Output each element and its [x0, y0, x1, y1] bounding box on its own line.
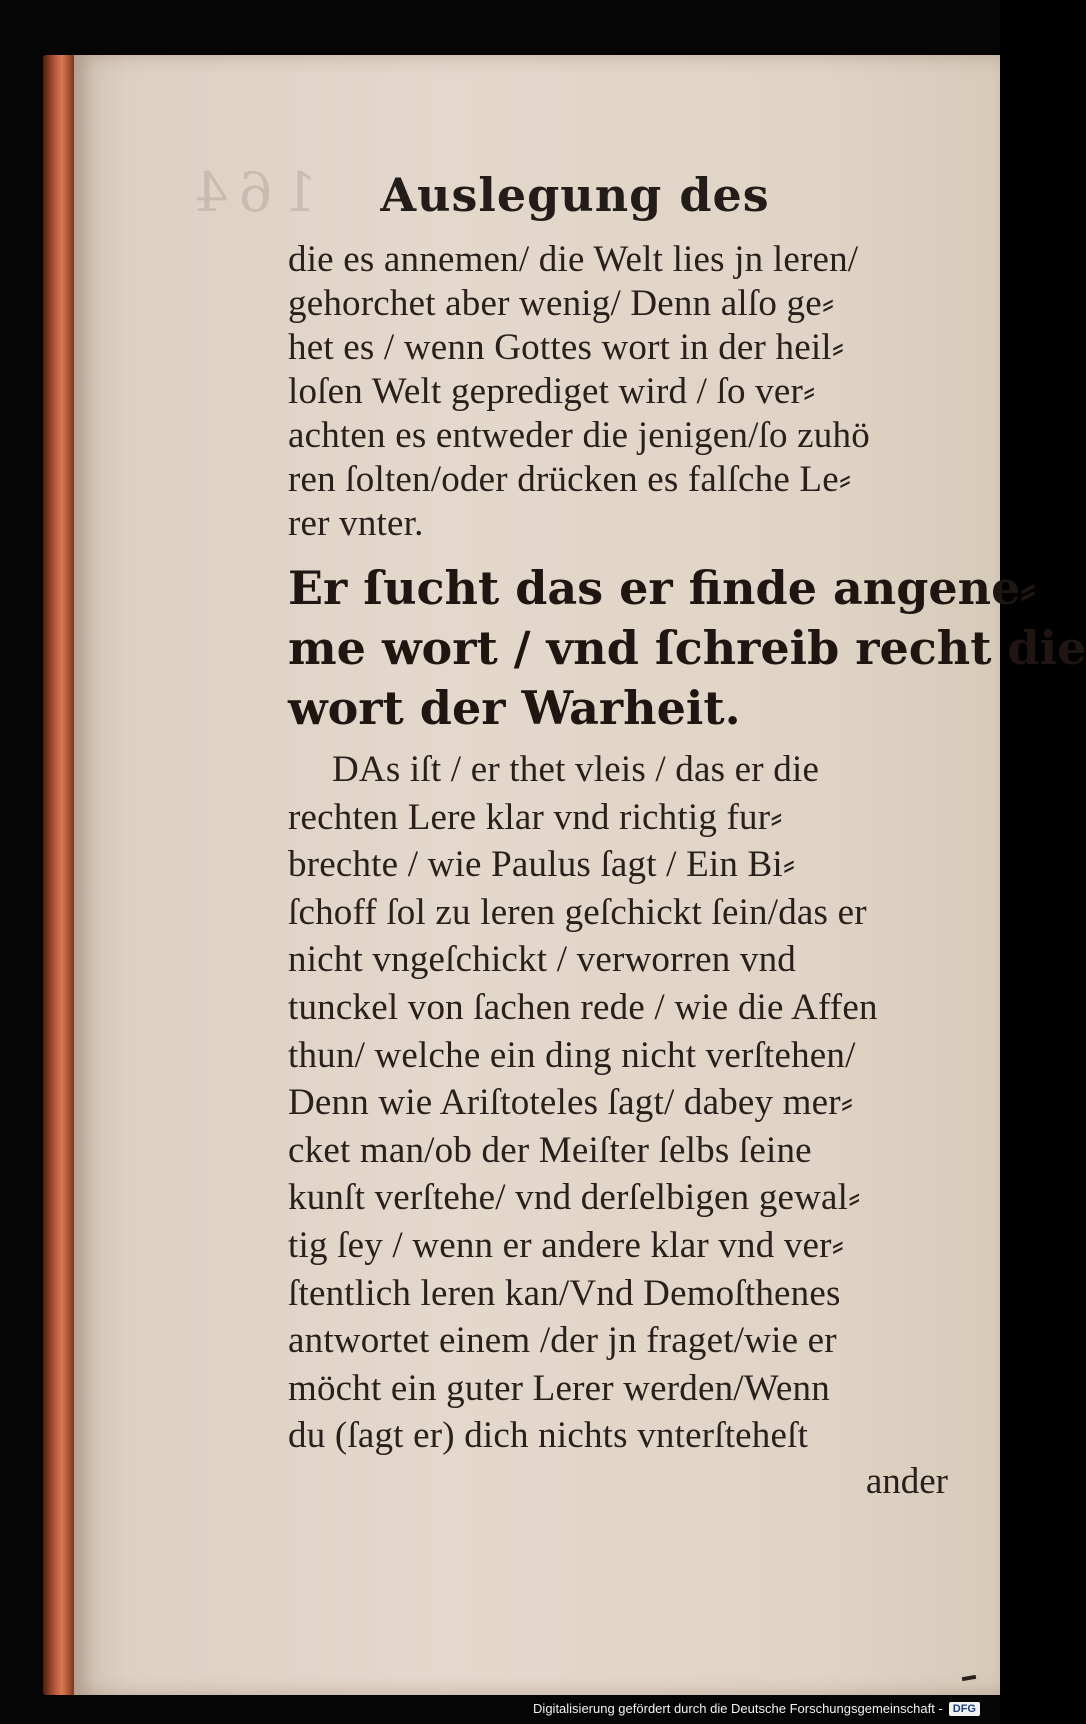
- section-heading: [288, 558, 1086, 738]
- catchword: ander: [865, 1460, 948, 1502]
- text-line: ſtentlich leren kan/Vnd Demoſthenes: [288, 1272, 841, 1314]
- text-line: antwortet einem /der jn fraget/wie er: [288, 1320, 837, 1362]
- text-line: ren ſolten/oder drücken es falſche Le⸗: [288, 459, 852, 500]
- text-line: kunſt verſtehe/ vnd derſelbigen gewal⸗: [288, 1177, 861, 1219]
- heading-line: me wort / vnd ſchreib recht die: [288, 621, 1086, 675]
- text-line: thun/ welche ein ding nicht verſtehen/: [288, 1034, 856, 1076]
- text-line: tig ſey / wenn er andere klar vnd ver⸗: [288, 1224, 845, 1266]
- footer-credit: Digitalisierung gefördert durch die Deutsche Forschungsgemeinschaft -: [533, 1701, 943, 1716]
- text-line: möcht ein guter Lerer werden/Wenn: [288, 1367, 830, 1409]
- bleed-through-marks: 164: [184, 161, 318, 224]
- text-line: het es / wenn Gottes wort in der heil⸗: [288, 327, 845, 368]
- text-line: loſen Welt geprediget wird / ſo ver⸗: [288, 371, 816, 412]
- text-line: gehorchet aber wenig/ Denn alſo ge⸗: [288, 283, 835, 324]
- heading-line: Er ſucht das er finde angene⸗: [288, 561, 1036, 615]
- text-line: achten es entweder die jenigen/ſo zuhö: [288, 415, 870, 456]
- text-line: ſchoff ſol zu leren geſchickt ſein/das er: [288, 891, 867, 933]
- text-line: du (ſagt er) dich nichts vnterſteheſt: [288, 1415, 809, 1457]
- text-block: [288, 238, 1086, 1504]
- text-line: rechten Lere klar vnd richtig fur⸗: [288, 796, 783, 838]
- text-line: rer vnter.: [288, 503, 424, 544]
- paragraph-2: [288, 746, 954, 1460]
- book-edge: [43, 55, 77, 1695]
- text-line: Denn wie Ariſtoteles ſagt/ dabey mer⸗: [288, 1082, 854, 1124]
- paragraph-1: [288, 238, 954, 546]
- text-line: brechte / wie Paulus ſagt / Ein Bi⸗: [288, 844, 796, 886]
- running-head: Auslegung des: [380, 168, 770, 222]
- digitization-footer: [533, 1701, 980, 1716]
- text-line: cket man/ob der Meiſter ſelbs ſeine: [288, 1129, 812, 1171]
- dfg-logo-icon: DFG: [949, 1702, 980, 1716]
- text-line: DAs iſt / er thet vleis / das er die: [332, 749, 820, 790]
- text-line: die es annemen/ die Welt lies jn leren/: [288, 239, 859, 280]
- heading-line: wort der Warheit.: [288, 681, 741, 735]
- text-line: nicht vngeſchickt / verworren vnd: [288, 939, 796, 981]
- text-line: tunckel von ſachen rede / wie die Affen: [288, 986, 878, 1028]
